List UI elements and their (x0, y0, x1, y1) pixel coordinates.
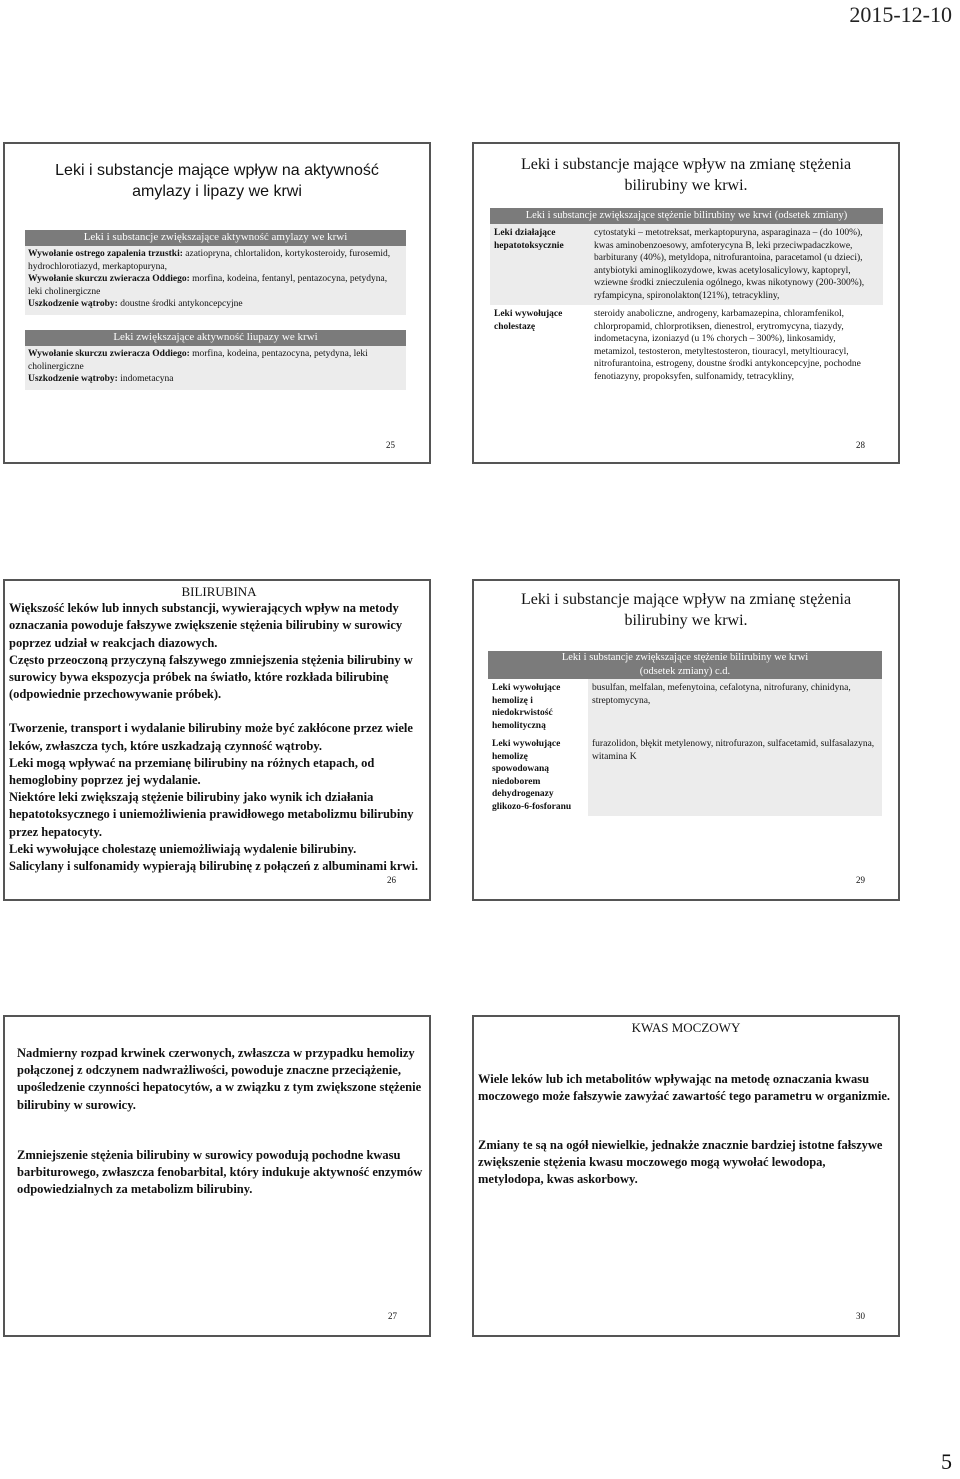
slide-title: Leki i substancje mające wpływ na zmianę stężenia bilirubiny we krwi. (520, 156, 852, 194)
slide-title: Leki i substancje mające wpływ na zmianę stężenia bilirubiny we krwi. (520, 591, 852, 629)
list-item: Wywołanie skurczu zwieracza Oddiego: morfina, kodeina, fentanyl, pentazocyna, petydyna, leki cholinergiczne (28, 274, 388, 297)
row-label: Leki wywołujące hemolizę i niedokrwistość hemolityczną (492, 683, 561, 731)
table-row (488, 735, 882, 816)
row-text: steroidy anaboliczne, androgeny, karbamazepina, chloramfenikol, chlorpropamid, chlorprotiksen, dienestrol, erytromycyna, tiazydy, indometacyna, izoniazyd (u 1% chorych – 300%), linkosamidy, metamizol, testosteron, metyltestosteron, tiouracyl, metyltiouracyl, nitrofurantoina, estrogeny, doustne środki antykoncepcyjne, pochodne fenotiazyny, propoksyfen, sulfonamidy, tetracykliny, (594, 309, 861, 382)
section-bar: Leki i substancje zwiększające aktywność amylazy we krwi (25, 230, 406, 246)
slide-title: BILIRUBINA (181, 584, 257, 599)
paragraph: Często przeoczoną przyczyną fałszywego zmniejszenia stężenia bilirubiny w surowicy bywa ekspozycja próbek na światło, które rozkłada bilirubinę (odpowiednie przechowywanie próbek). (9, 652, 413, 702)
paragraph: Wiele leków lub ich metabolitów wpływając na metodę oznaczania kwasu moczowego może fałszywie zawyżać zawartość tego parametru w organizmie. (478, 1072, 890, 1104)
paragraph: Leki wywołujące cholestazę uniemożliwiają wydalenie bilirubiny. (9, 841, 357, 856)
slide-27 (3, 1015, 431, 1337)
slide-number: 27 (388, 1311, 397, 1321)
paragraph: Nadmierny rozpad krwinek czerwonych, zwłaszcza w przypadku hemolizy połączonej z odczynem nadwrażliwości, powoduje znaczne przeciążenie, upośledzenie czynności hepatocytów, a w związku z tym zwiększone stężenie bilirubiny w surowicy. (17, 1046, 422, 1112)
drug-table (488, 679, 882, 816)
table-row (490, 305, 883, 386)
slide-28 (472, 142, 900, 464)
paragraph: Niektóre leki zwiększają stężenie bilirubiny jako wynik ich działania hepatotoksycznego i uniemożliwienia prawidłowego metabolizmu bilirubiny przez hepatocyty. (9, 790, 414, 839)
paragraph: Większość leków lub innych substancji, wywierających wpływ na metody oznaczania powoduje fałszywe zwiększenie stężenia bilirubiny w surowicy poprzez udział w reakcjach diazowych. (9, 601, 403, 650)
slide-29 (472, 579, 900, 901)
amylase-section (25, 230, 406, 315)
row-text: busulfan, melfalan, mefenytoina, cefalotyna, nitrofurany, chinidyna, streptomycyna, (588, 679, 882, 735)
list-item: Uszkodzenie wątroby: doustne środki antykoncepcyjne (28, 299, 243, 309)
slide-26 (3, 579, 431, 901)
bilirubin-table (488, 651, 882, 816)
paragraph: Tworzenie, transport i wydalanie bilirubiny może być zakłócone przez wiele leków, zwłaszcza tych, które uszkadzają czynność wątroby. (9, 721, 413, 753)
section-bar: Leki zwiększające aktywność liupazy we krwi (25, 330, 406, 346)
amylase-list (25, 246, 406, 315)
row-text: furazolidon, błękit metylenowy, nitrofurazon, sulfacetamid, sulfasalazyna, witamina K (588, 735, 882, 816)
list-item: Uszkodzenie wątroby: indometacyna (28, 374, 174, 384)
slide-25 (3, 142, 431, 464)
lipase-section (25, 330, 406, 390)
lipase-list (25, 346, 406, 390)
slide-number: 26 (387, 875, 396, 885)
slide-title: Leki i substancje mające wpływ na aktywność amylazy i lipazy we krwi (55, 162, 379, 200)
drug-table (490, 224, 883, 386)
table-row (490, 224, 883, 305)
bilirubin-table (490, 208, 883, 386)
slide-number: 28 (856, 440, 865, 450)
row-label: Leki wywołujące cholestazę (494, 309, 563, 332)
slide-title: KWAS MOCZOWY (631, 1020, 741, 1035)
paragraph: Zmniejszenie stężenia bilirubiny w surowicy powodują pochodne kwasu barbiturowego, zwłaszcza fenobarbital, który indukuje aktywność enzymów odpowiedzialnych za metabolizm bilirubiny. (17, 1148, 423, 1197)
table-row (488, 679, 882, 735)
slide-number: 29 (856, 875, 865, 885)
paragraph: Leki mogą wpływać na przemianę bilirubiny na różnych etapach, od hemoglobiny poprzez jej wydalanie. (9, 755, 375, 788)
paragraph: Zmiany te są na ogół niewielkie, jednakże znacznie bardziej istotne fałszywe zwiększenie stężenia kwasu moczowego mogą wywołać lewodopa, metylodopa, kwas askorbowy. (478, 1138, 883, 1187)
list-item: Wywołanie ostrego zapalenia trzustki: azatiopryna, chlortalidon, kortykosteroidy, furosemid, hydrochlorotiazyd, merkaptopuryna, (28, 249, 391, 272)
page-number: 5 (941, 1449, 952, 1474)
row-text: cytostatyki – metotreksat, merkaptopuryna, asparaginaza – (do 100%), kwas aminobenzoesowy, amfoterycyna B, leki przeciwpadaczkowe, barbiturany (40%), metyldopa, nitrofurantoina, paracetamol (u dzieci), antybiotyki aminoglikozydowe, kwas acetylosalicylowy, kaptopryl, wziewne środki znieczulenia ogólnego, kwas nikotynowy (200-300%), ryfampicyna, spironolakton(121%), tetracykliny, (594, 228, 865, 301)
slide-30 (472, 1015, 900, 1337)
table-header: Leki i substancje zwiększające stężenie bilirubiny we krwi (odsetek zmiany) (490, 208, 883, 224)
list-item: Wywołanie skurczu zwieracza Oddiego: morfina, kodeina, pentazocyna, petydyna, leki cholinergiczne (28, 349, 368, 372)
row-label: Leki działające hepatotoksycznie (494, 228, 564, 251)
header-date: 2015-12-10 (849, 2, 952, 27)
slide-number: 30 (856, 1311, 865, 1321)
paragraph: Salicylany i sulfonamidy wypierają bilirubinę z połączeń z albuminami krwi. (9, 859, 419, 874)
bilirubin-text (9, 583, 431, 875)
table-header: Leki i substancje zwiększające stężenie bilirubiny we krwi (odsetek zmiany) c.d. (488, 651, 882, 679)
row-label: Leki wywołujące hemolizę spowodowaną niedoborem dehydrogenazy glikozo-6-fosforanu (492, 739, 572, 812)
slide-number: 25 (386, 440, 395, 450)
